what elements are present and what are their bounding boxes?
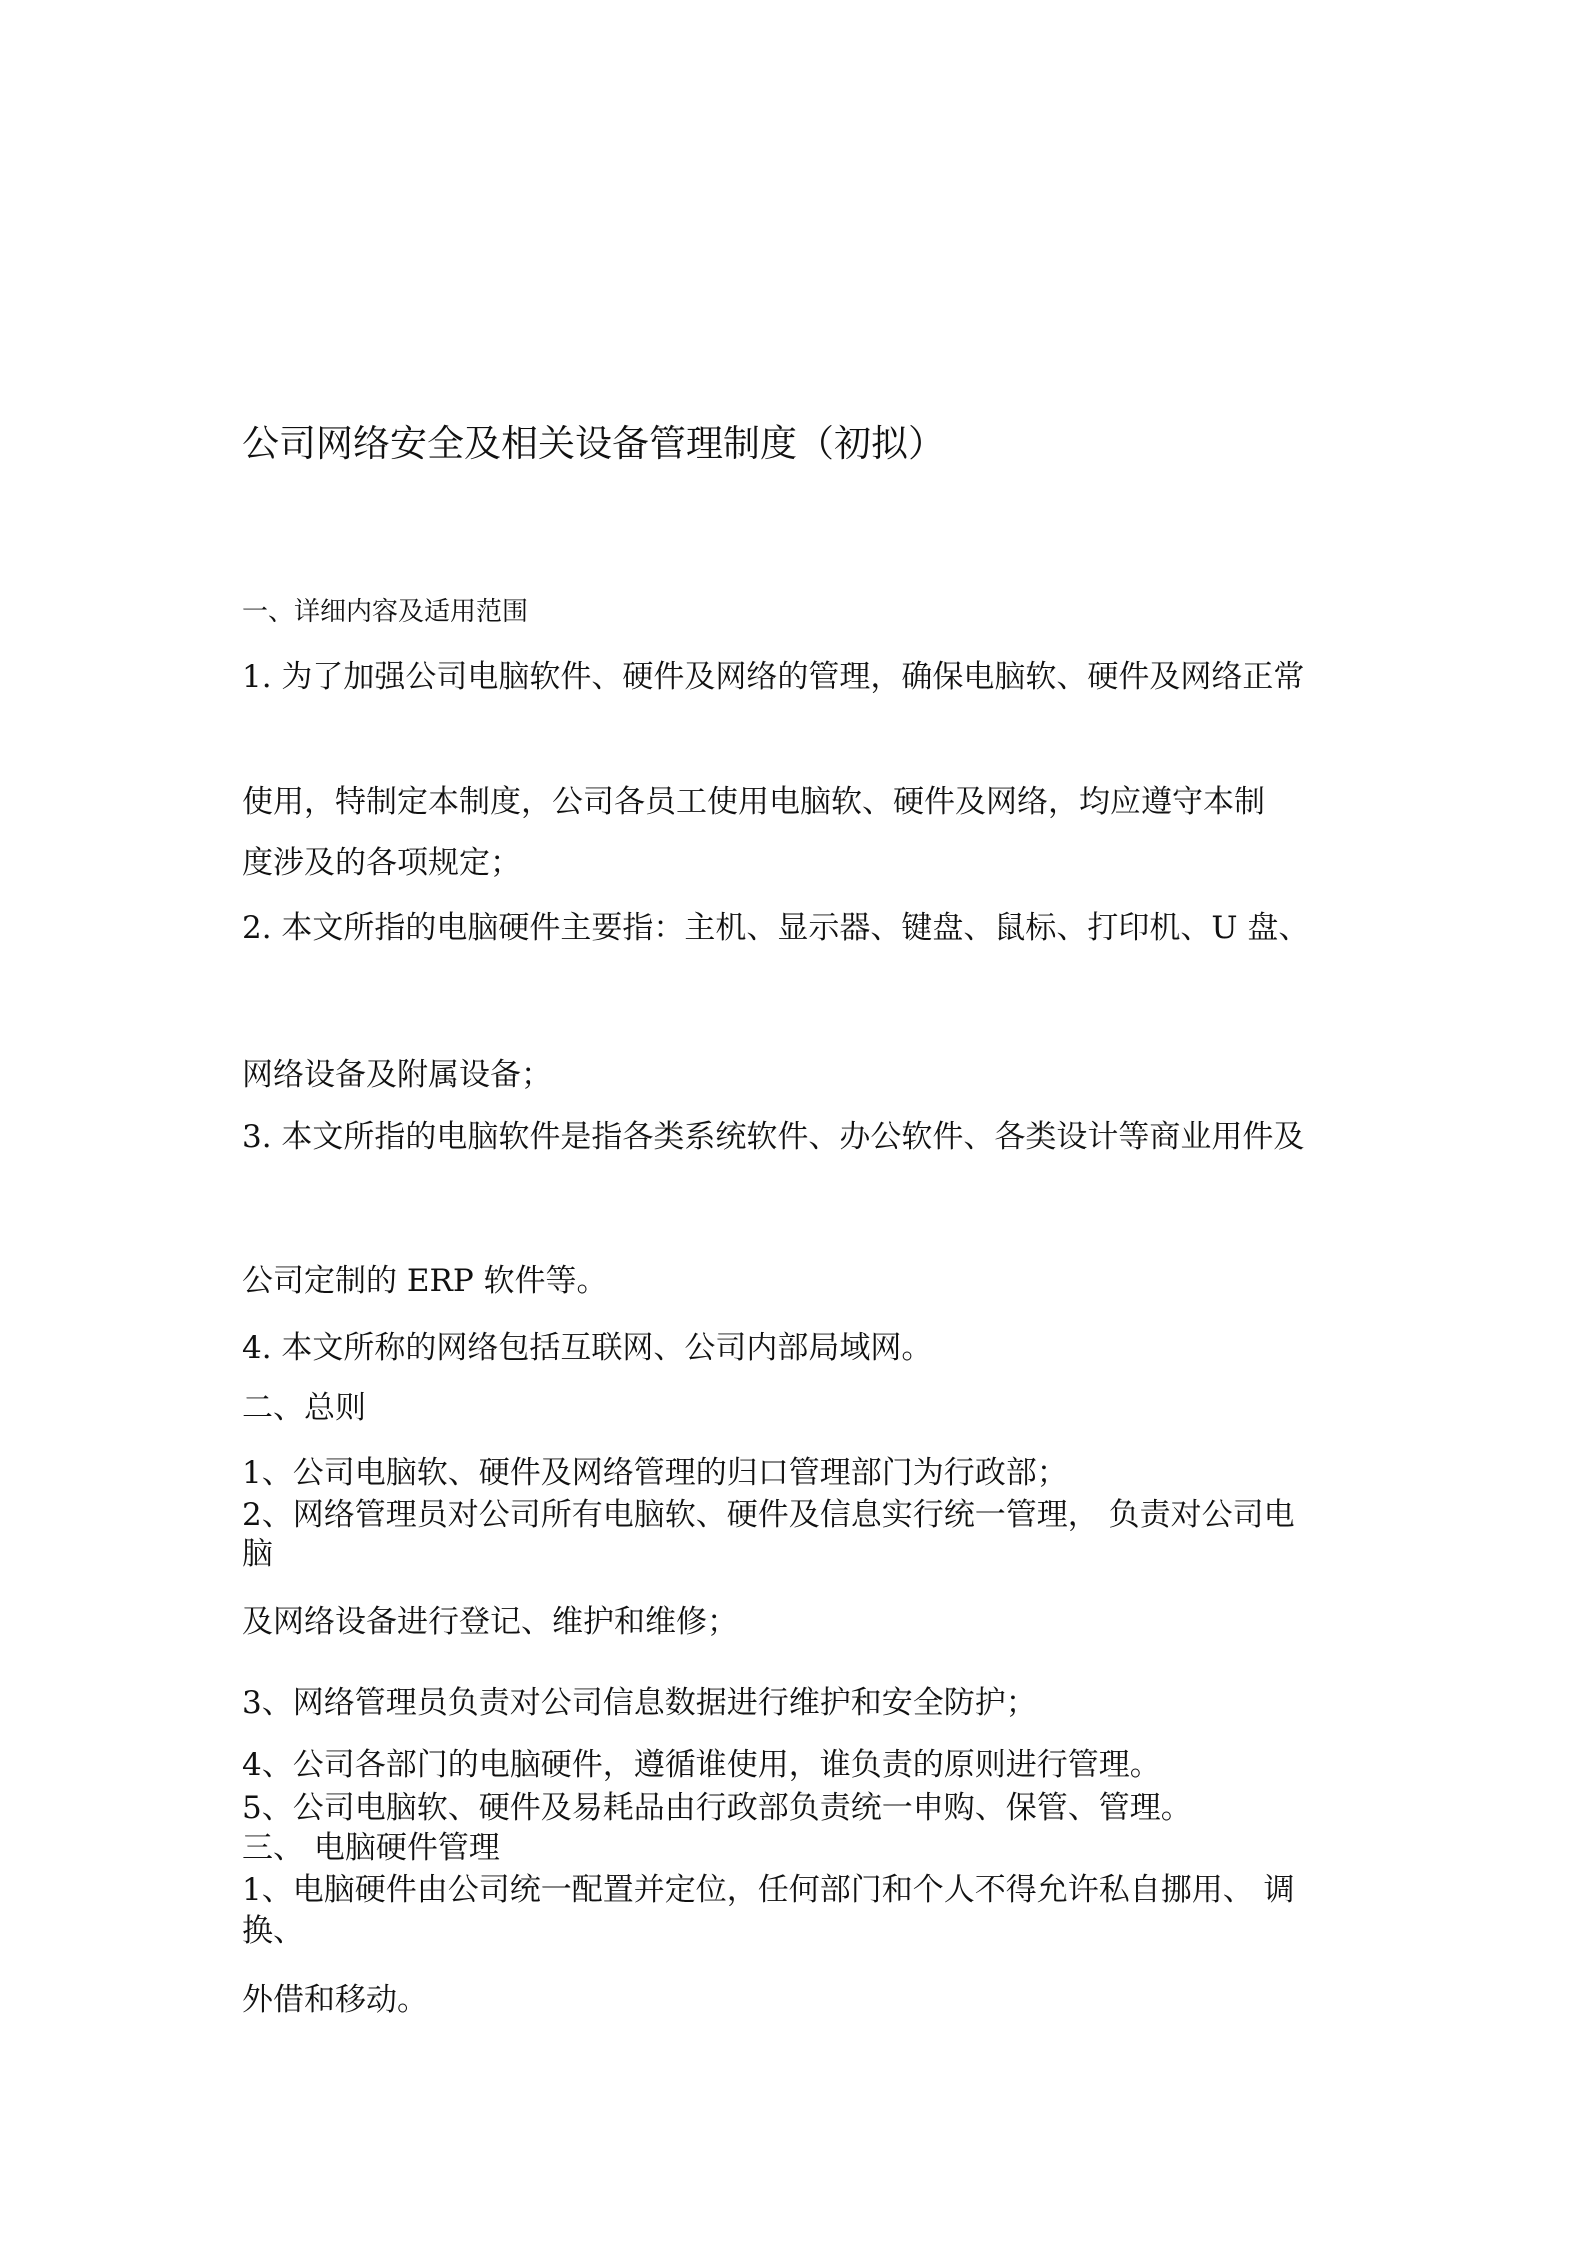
paragraph-line: 1、公司电脑软、硬件及网络管理的归口管理部门为行政部； [242,1455,1068,1491]
paragraph-line: 外借和移动。 [242,1982,428,2018]
paragraph-line: 及网络设备进行登记、维护和维修； [242,1604,738,1640]
section-heading: 二、总则 [242,1390,366,1426]
paragraph-line: 2. 本文所指的电脑硬件主要指：主机、显示器、键盘、鼠标、打印机、U 盘、 [242,910,1310,946]
paragraph-line: 3. 本文所指的电脑软件是指各类系统软件、办公软件、各类设计等商业用件及 [242,1119,1305,1155]
paragraph-line: 使用，特制定本制度，公司各员工使用电脑软、硬件及网络，均应遵守本制 [242,784,1265,820]
paragraph-line: 1、电脑硬件由公司统一配置并定位，任何部门和个人不得允许私自挪用、 调 [242,1872,1295,1908]
paragraph-line: 网络设备及附属设备； [242,1057,552,1093]
document-title: 公司网络安全及相关设备管理制度（初拟） [242,422,945,465]
paragraph-line: 4. 本文所称的网络包括互联网、公司内部局域网。 [242,1330,933,1366]
paragraph-line: 3、网络管理员负责对公司信息数据进行维护和安全防护； [242,1685,1037,1721]
paragraph-line: 4、公司各部门的电脑硬件，遵循谁使用，谁负责的原则进行管理。 [242,1747,1161,1783]
paragraph-line: 5、公司电脑软、硬件及易耗品由行政部负责统一申购、保管、管理。 [242,1790,1192,1826]
paragraph-line: 1. 为了加强公司电脑软件、硬件及网络的管理，确保电脑软、硬件及网络正常 [242,659,1305,695]
paragraph-line: 脑 [242,1536,273,1572]
section-heading: 三、 电脑硬件管理 [242,1830,500,1866]
paragraph-line: 换、 [242,1913,304,1949]
paragraph-line: 2、网络管理员对公司所有电脑软、硬件及信息实行统一管理， 负责对公司电 [242,1497,1295,1533]
paragraph-line: 度涉及的各项规定； [242,845,521,881]
section-heading: 一、详细内容及适用范围 [242,597,529,627]
paragraph-line: 公司定制的 ERP 软件等。 [242,1263,608,1299]
